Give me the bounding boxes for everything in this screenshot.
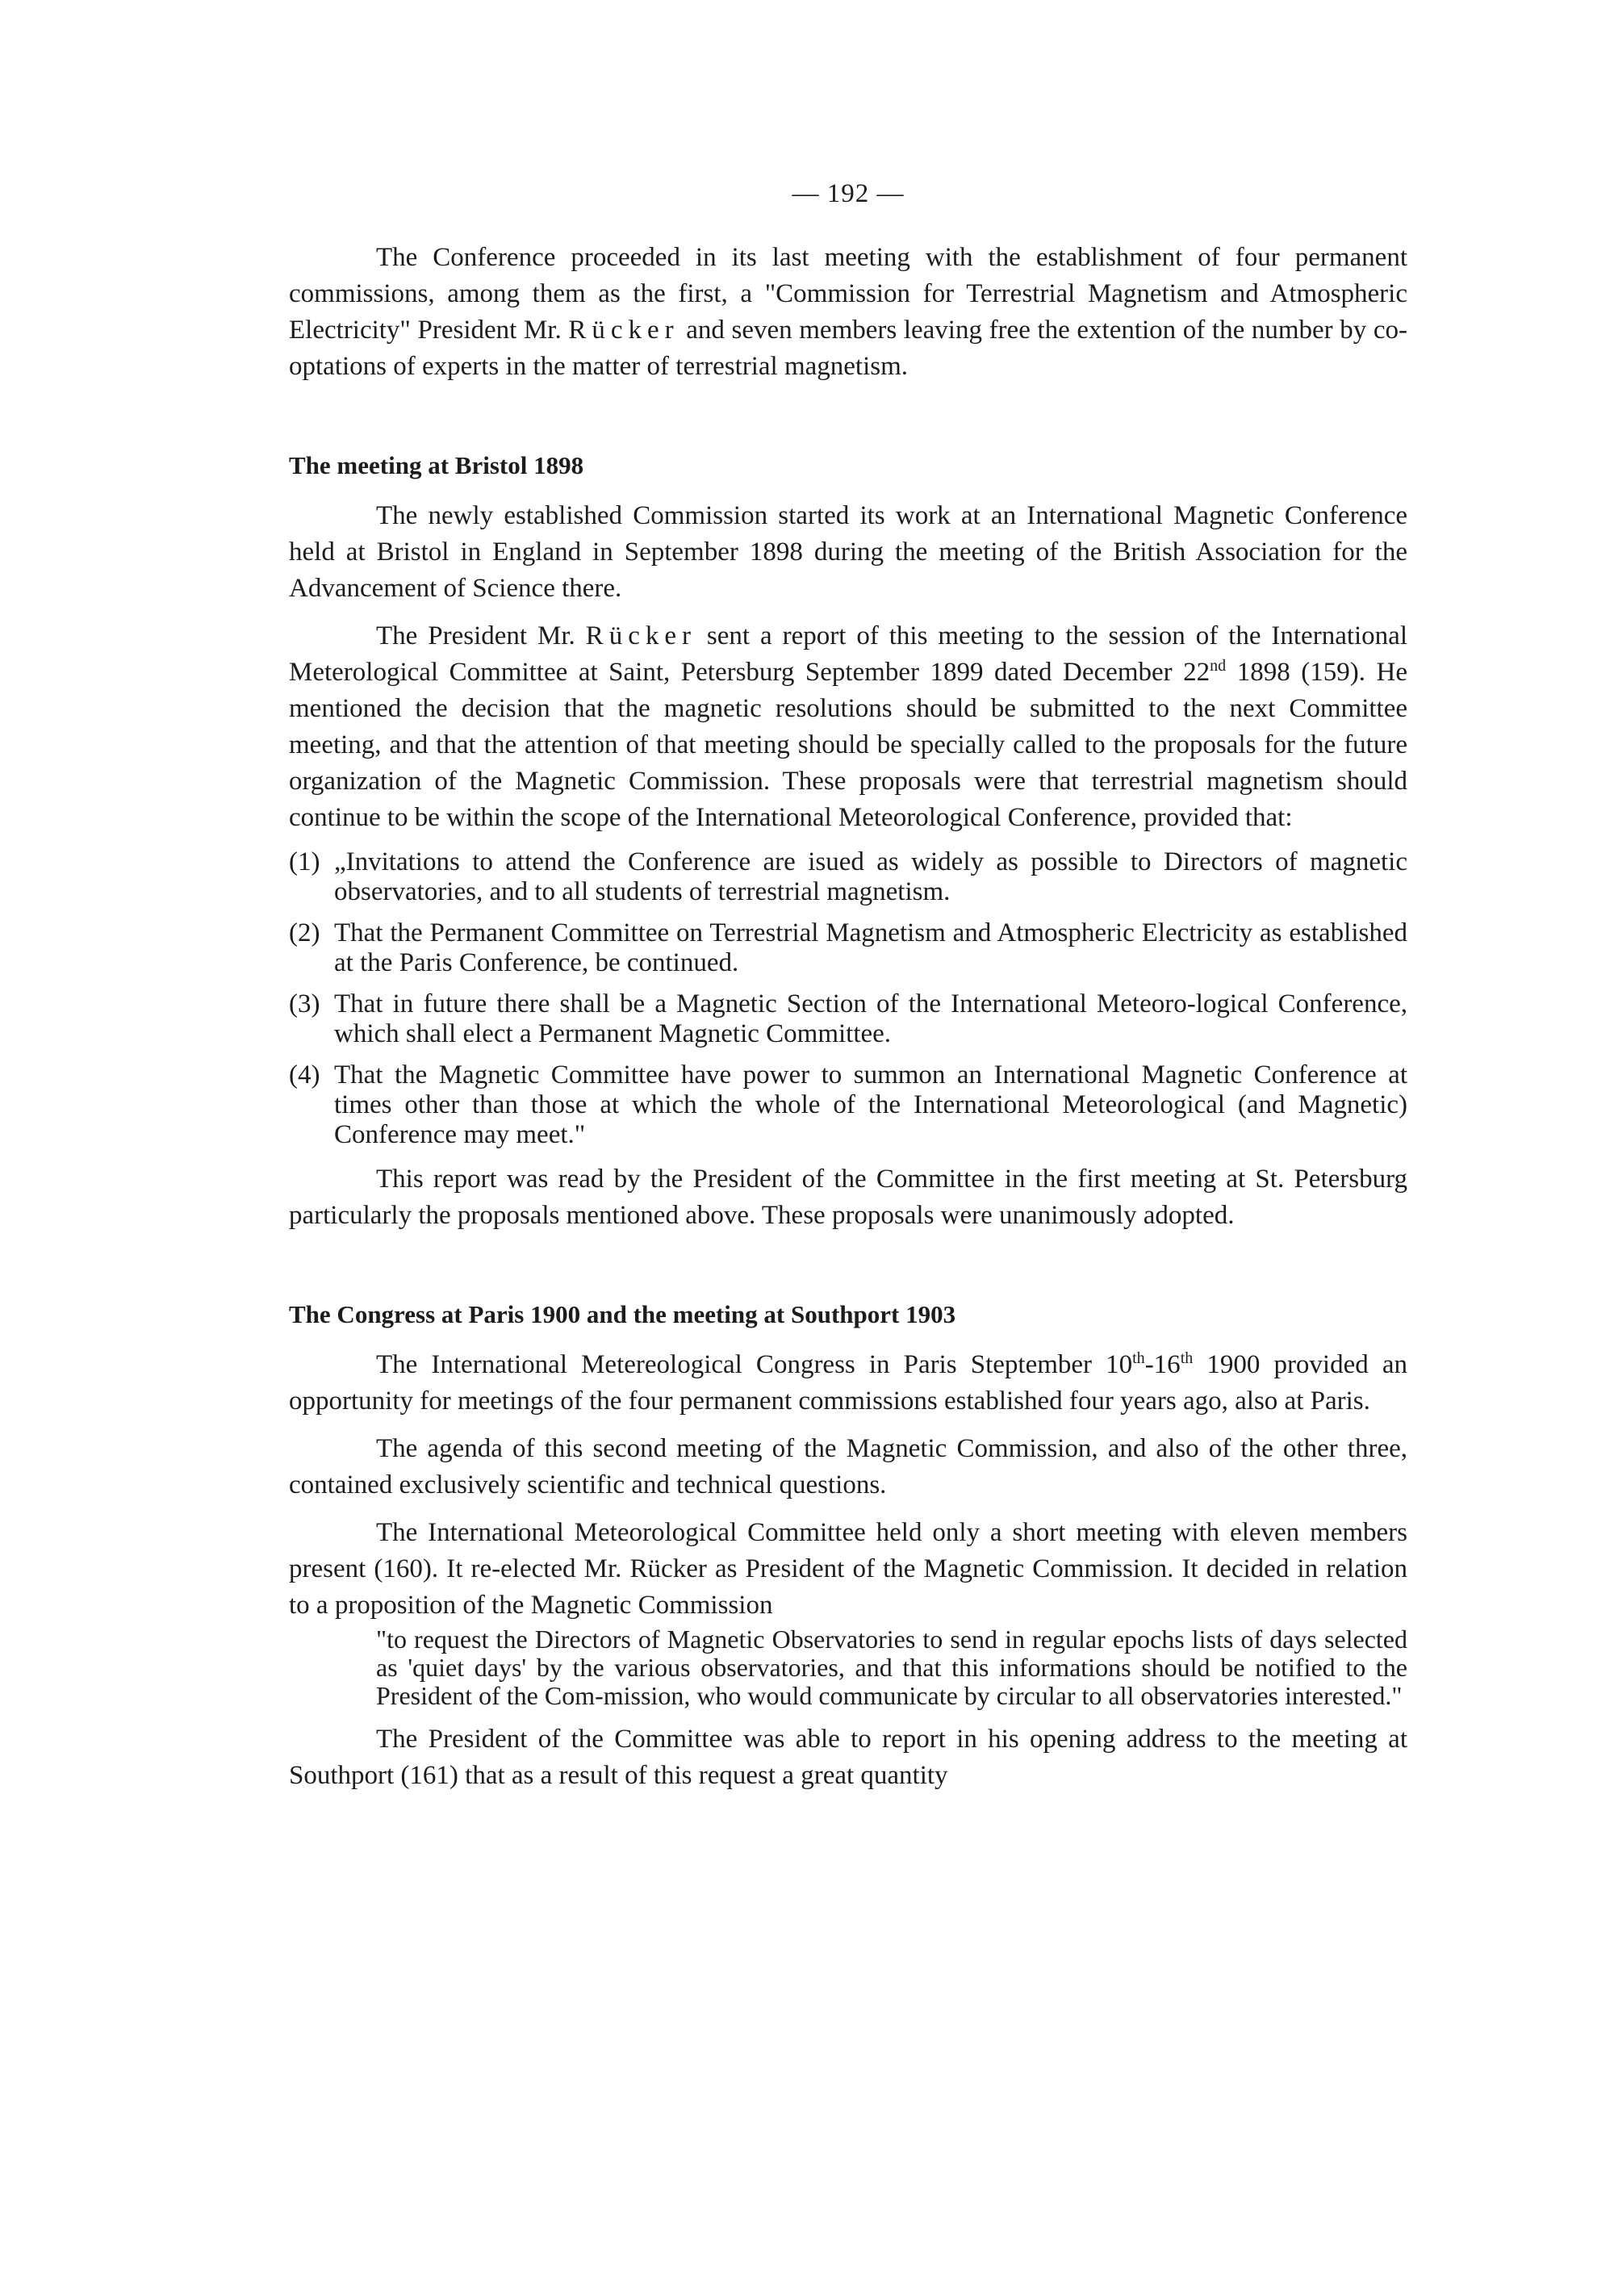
list-item-number: (4) [289,1060,320,1089]
document-page [289,179,1407,1805]
list-item-number: (2) [289,918,320,947]
intro-paragraph [289,240,1407,385]
bristol-paragraph-1: The newly established Commission started its work at an International Magnetic Conference held at Bristol in England in September 1898 during the meeting of the British Association for the Advancement of Science there. [289,501,1407,603]
paris-paragraph-4: The President of the Committee was able to report in his opening address to the meeting at Southport (161) that as a result of this request a great quantity [289,1725,1407,1790]
intro-text-b: and seven members leaving free the extention of the number by co-optations of experts in the matter of terrestrial magnetism. [289,316,1407,381]
paris-p1-sup-1: th [1132,1349,1145,1367]
bristol-p2-sup: nd [1210,657,1227,675]
list-item-text: „Invitations to attend the Conference are isued as widely as possible to Directors of magnetic observatories, and to all students of terrestrial magnetism. [334,847,1407,906]
page-number: — 192 — [792,179,905,208]
proposals-list [289,847,1407,1150]
list-item-number: (1) [289,847,320,876]
paris-paragraph-2: The agenda of this second meeting of the Magnetic Commission, and also of the other three, contained exclusively scientific and technical questions. [289,1434,1407,1499]
list-item [289,1060,1407,1150]
paris-paragraph-3: The International Meteorological Committee held only a short meeting with eleven members present (160). It re-elected Mr. Rücker as President of the Magnetic Commission. It decided in relation to a proposition of the Magnetic Commission [289,1518,1407,1620]
intro-text-a: The Conference proceeded in its last meeting with the establishment of four permanent commissions, among them as the first, a "Commission for Terrestrial Magnetism and Atmospheric Electricity" President Mr. [289,243,1407,345]
paris-p1-text-a: The International Metereological Congress in Paris Steptember 10 [376,1350,1133,1379]
list-item-text: That the Permanent Committee on Terrestrial Magnetism and Atmospheric Electricity as established at the Paris Conference, be continued. [334,918,1407,977]
section-heading-paris: The Congress at Paris 1900 and the meeting at Southport 1903 [289,1300,956,1328]
intro-name: Rücker [568,316,679,345]
paris-p1-text-c: 1900 provided an opportunity for meetings of the four permanent commissions established four years ago, also at Paris. [289,1350,1407,1416]
paris-p1-sup-2: th [1180,1349,1194,1367]
bristol-p2-name: Rücker [585,621,696,650]
list-item-number: (3) [289,989,320,1018]
paris-paragraph-1 [289,1347,1407,1420]
bristol-p2-text-b: sent a report of this meeting to the session of the International Meterological Committee at Saint, Petersburg September 1899 dated December 22 [289,621,1407,687]
paris-p1-text-b: -16 [1144,1350,1181,1379]
list-item [289,847,1407,907]
block-quote: "to request the Directors of Magnetic Observatories to send in regular epochs lists of days selected as 'quiet days' by the various observatories, and that this informations should be notified to the President of the Com-mission, who would communicate by circular to all observatories interested." [376,1625,1407,1710]
bristol-p2-text-a: The President Mr. [376,621,586,650]
bristol-p2-text-c: 1898 (159). He mentioned the decision that the magnetic resolutions should be submitted to the next Committee meeting, and that the attention of that meeting should be specially called to the proposals for the future organization of the Magnetic Commission. These proposals were that terrestrial magnetism should continue to be within the scope of the International Meteorological Conference, provided that: [289,658,1407,832]
list-item [289,989,1407,1049]
list-item-text: That the Magnetic Committee have power to summon an International Magnetic Conference at times other than those at which the whole of the International Meteorological (and Magnetic) Conference may meet." [334,1060,1407,1149]
bristol-paragraph-2 [289,618,1407,836]
section-heading-bristol: The meeting at Bristol 1898 [289,451,584,479]
list-item [289,918,1407,978]
bristol-paragraph-3: This report was read by the President of the Committee in the first meeting at St. Petersburg particularly the proposals mentioned above. These proposals were unanimously adopted. [289,1165,1407,1230]
list-item-text: That in future there shall be a Magnetic Section of the International Meteoro-logical Conference, which shall elect a Permanent Magnetic Committee. [334,989,1407,1048]
